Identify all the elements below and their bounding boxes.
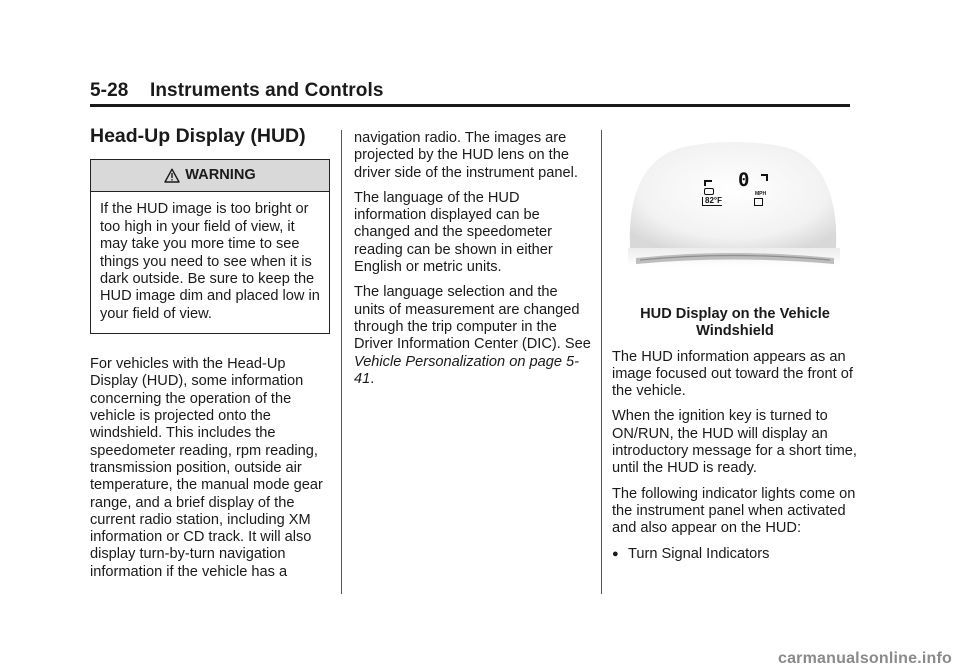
page-header	[90, 80, 850, 107]
hud-temperature: 82°F	[702, 197, 722, 206]
column-divider-left	[341, 130, 342, 594]
bullet-text: Turn Signal Indicators	[628, 545, 770, 562]
figure-caption: HUD Display on the Vehicle Windshield	[640, 306, 830, 340]
hud-turn-arrow-icon	[761, 174, 768, 181]
windshield-drawing	[620, 130, 846, 300]
hud-headlamp-icon	[704, 188, 714, 195]
projection-paragraph: navigation radio. The images are projected by the HUD lens on the driver side of the instrument panel.	[354, 130, 578, 181]
hud-intro-paragraph: For vehicles with the Head-Up Display (HUD), some information concerning the operation of the vehicle is projected onto the windshield. This includes the speedometer reading, rpm reading, transmission position, outside air temperature, the manual mode gear range, and a brief display of the current radio station, including XM information or CD track. It will also display turn-by-turn navigation information if the vehicle has a	[90, 356, 323, 580]
indicator-paragraph: The following indicator lights come on the instrument panel when activated and also appear on the HUD:	[612, 485, 856, 537]
list-item	[612, 546, 858, 563]
warning-box	[90, 159, 330, 334]
column-2	[354, 130, 592, 396]
bullet-icon: ●	[612, 547, 619, 560]
warning-triangle-icon	[164, 168, 180, 183]
hud-speed-unit: MPH	[755, 191, 767, 197]
hud-turn-signal-icon	[704, 180, 712, 186]
column-1	[90, 125, 330, 589]
settings-paragraph: The language selection and the units of measurement are changed through the trip computer in the Driver Information Center (DIC). See Vehicle Personalization on page 5-41.	[354, 284, 591, 387]
warning-header	[91, 160, 329, 192]
hud-speed-value: 0	[738, 169, 750, 191]
language-paragraph: The language of the HUD information displayed can be changed and the speedometer reading can be shown in either English or metric units.	[354, 189, 553, 276]
column-3	[612, 130, 858, 563]
watermark: carmanualsonline.info	[777, 650, 952, 667]
focus-paragraph: The HUD information appears as an image focused out toward the front of the vehicle.	[612, 348, 853, 400]
column-divider-right	[601, 130, 602, 594]
hud-gear-icon	[754, 198, 763, 206]
ignition-paragraph: When the ignition key is turned to ON/RUN, the HUD will display an introductory message for a short time, until the HUD is ready.	[612, 408, 857, 477]
section-title: Head-Up Display (HUD)	[90, 125, 306, 147]
cross-reference-link[interactable]: Vehicle Personalization on page 5-41	[354, 353, 579, 387]
warning-text: If the HUD image is too bright or too high in your field of view, it may take you more time to see things you need to see when it is dark outside. Be sure to keep the HUD image dim and placed low in your field of view.	[100, 201, 320, 322]
hud-windshield-illustration	[620, 130, 846, 300]
page-number-title: 5-28 Instruments and Controls	[90, 80, 384, 101]
warning-heading: WARNING	[185, 167, 256, 184]
